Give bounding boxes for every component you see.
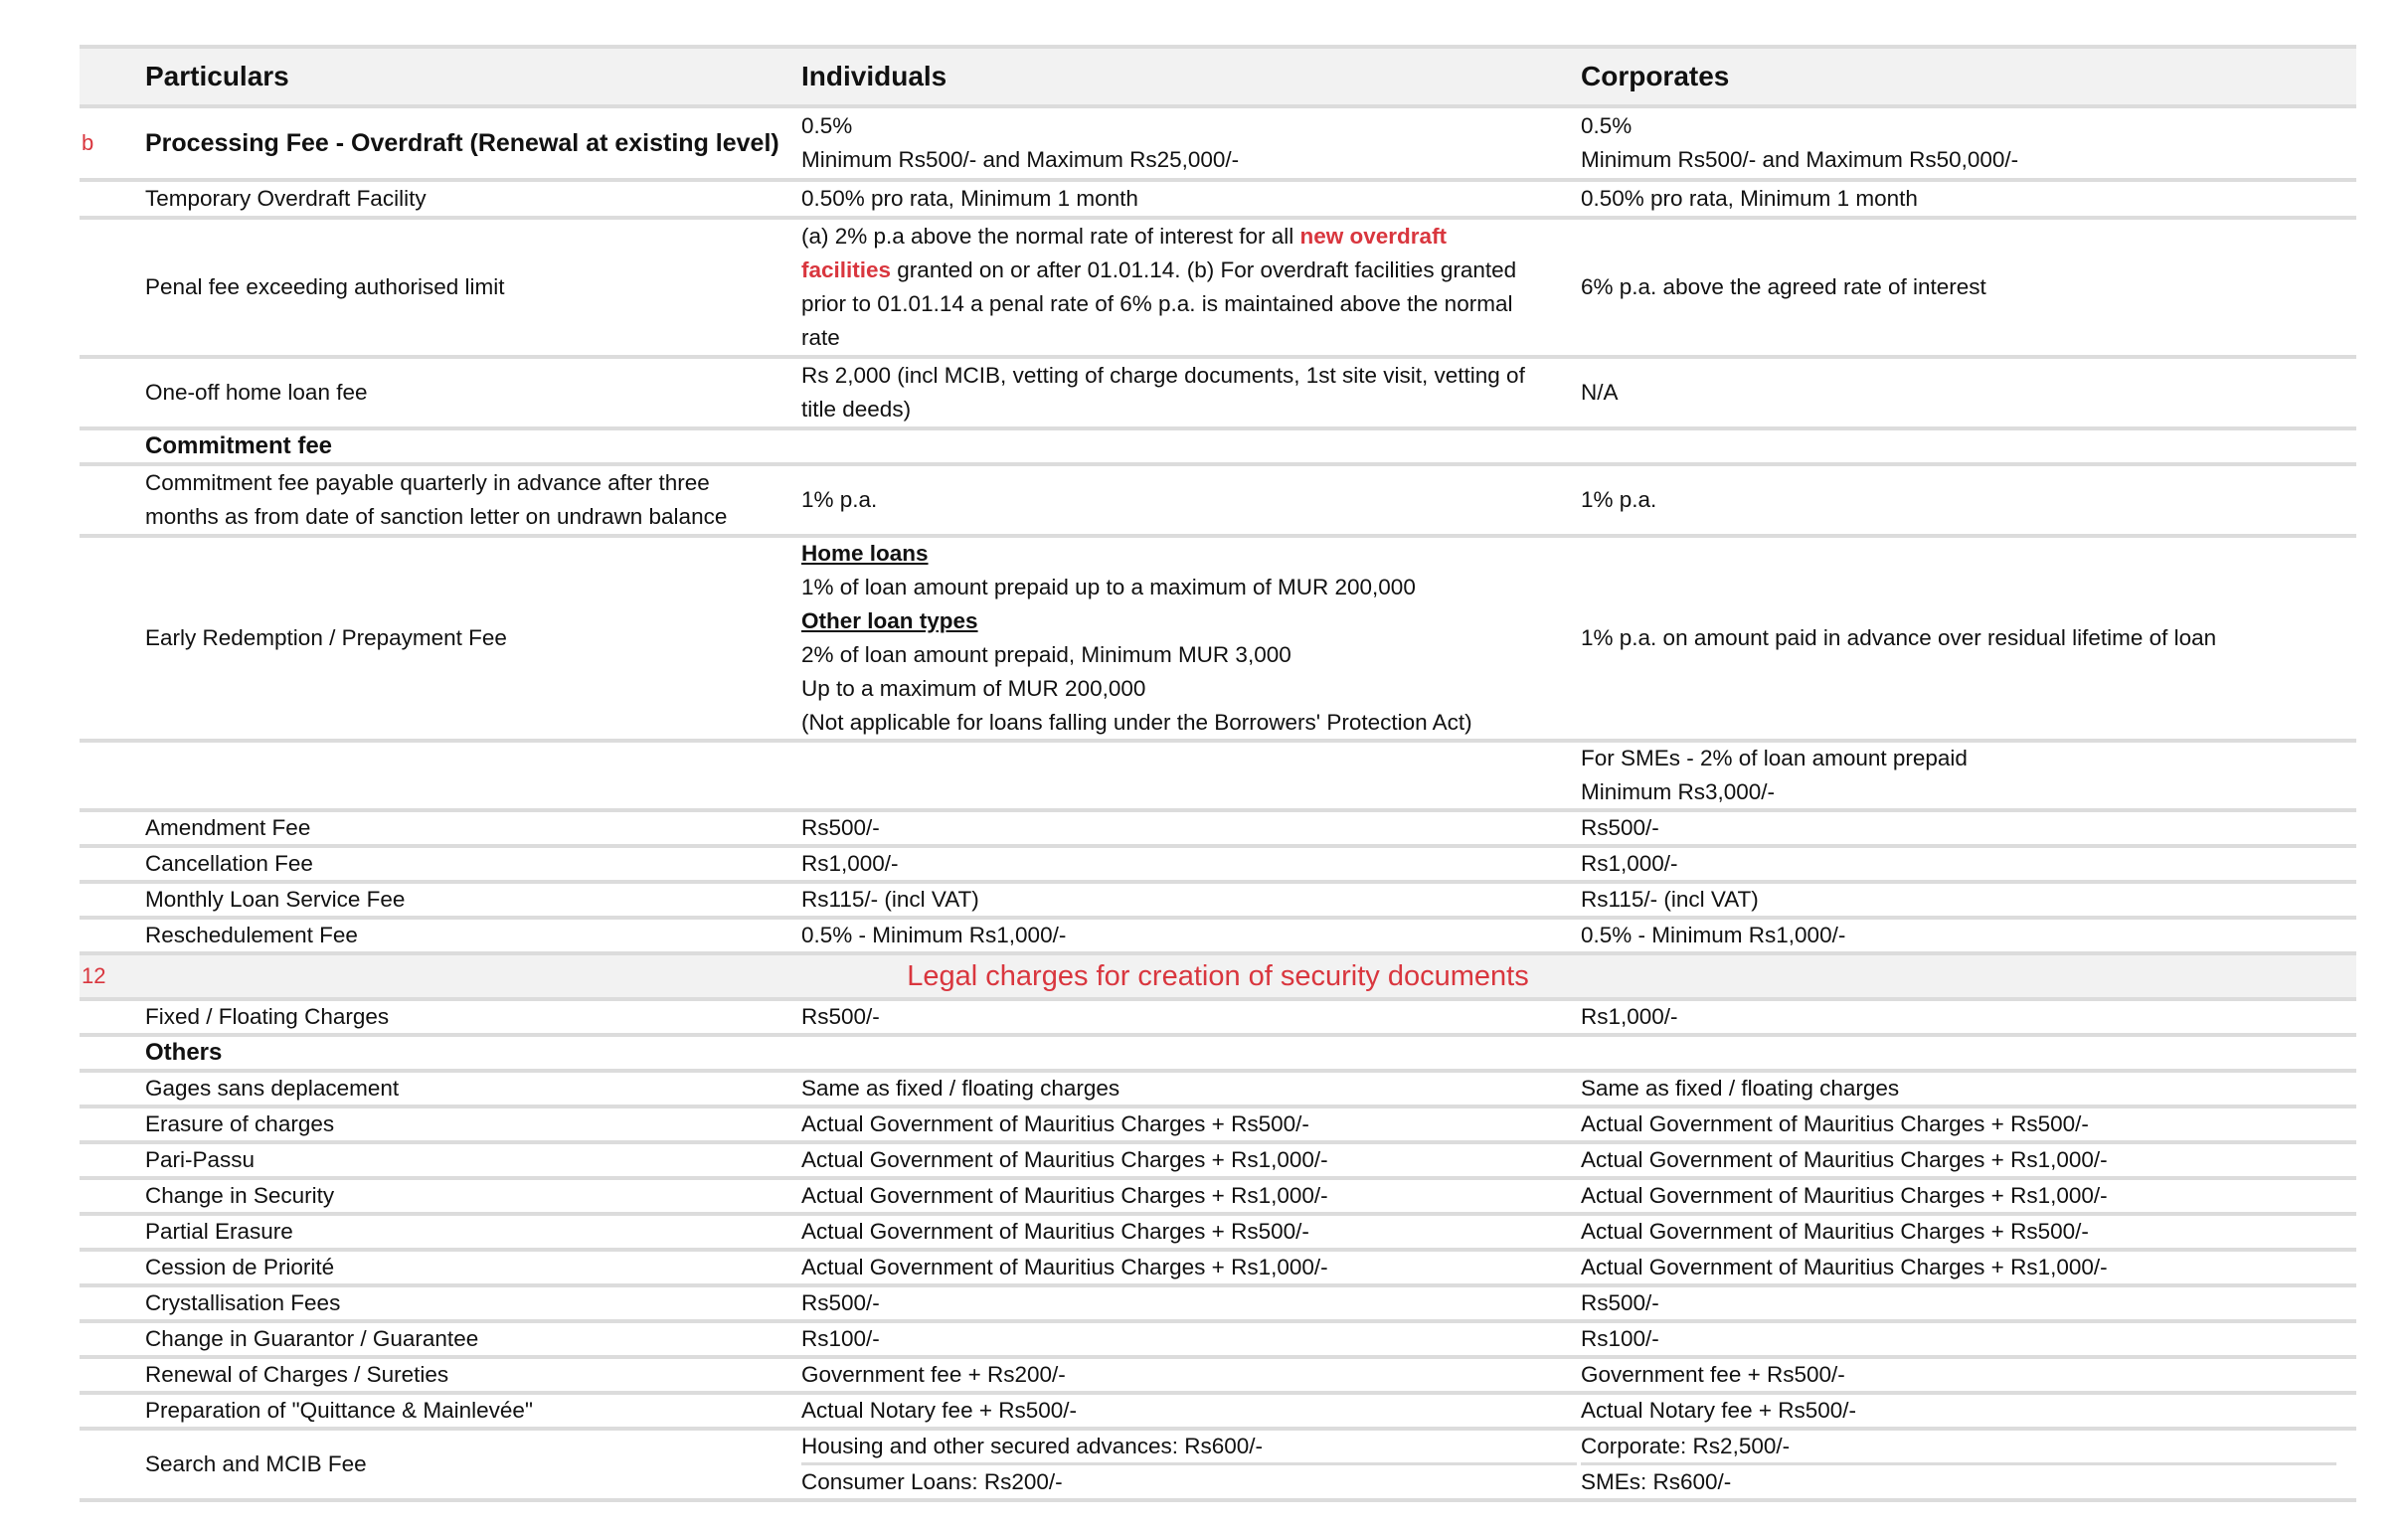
row-label: Gages sans deplacement — [145, 1076, 400, 1101]
individuals-cell: Actual Government of Mauritius Charges + Rs1,000/- — [801, 1147, 1328, 1172]
table-header-row — [80, 45, 2356, 108]
cell-line: Rs 2,000 (incl MCIB, vetting of charge documents, 1st site visit, vetting of — [801, 363, 1525, 388]
fee-table — [80, 45, 2356, 1502]
row-label: Pari-Passu — [145, 1147, 256, 1172]
row-label: Change in Security — [145, 1183, 335, 1208]
row-label: Cession de Priorité — [145, 1255, 335, 1279]
header-corporates: Corporates — [1581, 61, 1730, 91]
row-label: Preparation of "Quittance & Mainlevée" — [145, 1398, 533, 1423]
individuals-cell — [801, 1431, 1577, 1498]
highlight-text: new overdraft — [1299, 224, 1448, 249]
corporates-cell: Rs500/- — [1581, 1290, 1659, 1315]
subheading: Home loans — [801, 541, 929, 566]
table-row — [80, 1323, 2356, 1359]
corporates-cell: Actual Government of Mauritius Charges + Rs1,000/- — [1581, 1147, 2108, 1172]
table-row — [80, 1144, 2356, 1180]
cell-line: months as from date of sanction letter on undrawn balance — [145, 504, 728, 529]
corporates-cell: Rs1,000/- — [1581, 1004, 1678, 1029]
individuals-cell: 1% p.a. — [801, 487, 878, 512]
corporates-cell: Actual Government of Mauritius Charges + Rs500/- — [1581, 1111, 2089, 1136]
cell-text: (a) 2% p.a above the normal rate of interest for all — [801, 224, 1300, 249]
section-number: 12 — [82, 963, 106, 988]
corporates-cell — [1581, 108, 2336, 178]
corporates-cell: 0.50% pro rata, Minimum 1 month — [1581, 186, 1918, 211]
table-row — [80, 812, 2356, 848]
row-label: Search and MCIB Fee — [145, 1451, 367, 1476]
corporates-cell — [1581, 743, 2336, 808]
individuals-cell: Actual Government of Mauritius Charges + Rs500/- — [801, 1111, 1309, 1136]
table-row — [80, 1287, 2356, 1323]
individuals-cell: Rs100/- — [801, 1326, 880, 1351]
corporates-cell: Government fee + Rs500/- — [1581, 1362, 1845, 1387]
cell-line: Up to a maximum of MUR 200,000 — [801, 676, 1146, 701]
row-label: Partial Erasure — [145, 1219, 293, 1244]
table-row-search-mcib — [80, 1431, 2356, 1502]
corporates-cell: 1% p.a. on amount paid in advance over residual lifetime of loan — [1581, 625, 2217, 650]
table-row — [80, 1395, 2356, 1431]
row-label: Cancellation Fee — [145, 851, 313, 876]
row-label: Crystallisation Fees — [145, 1290, 341, 1315]
row-label: Early Redemption / Prepayment Fee — [145, 625, 507, 650]
table-row — [80, 1180, 2356, 1216]
cell-line: prior to 01.01.14 a penal rate of 6% p.a. is maintained above the normal — [801, 291, 1513, 316]
individuals-cell: Rs115/- (incl VAT) — [801, 887, 979, 912]
subheading: Other loan types — [801, 608, 978, 633]
cell-line — [801, 220, 1577, 254]
table-row — [80, 884, 2356, 920]
row-label: Processing Fee - Overdraft (Renewal at existing level) — [145, 129, 779, 157]
cell-line: (Not applicable for loans falling under the Borrowers' Protection Act) — [801, 710, 1472, 735]
cell-line: Corporate: Rs2,500/- — [1581, 1431, 2336, 1465]
section-banner-row — [80, 955, 2356, 1001]
table-row — [80, 1359, 2356, 1395]
section-heading: Commitment fee — [145, 432, 333, 459]
table-row-commitment-fee — [80, 466, 2356, 538]
highlight-text: facilities — [801, 257, 892, 282]
table-row — [80, 1216, 2356, 1252]
corporates-cell — [1581, 1431, 2336, 1498]
individuals-cell: Actual Government of Mauritius Charges + Rs1,000/- — [801, 1255, 1328, 1279]
corporates-cell: Same as fixed / floating charges — [1581, 1076, 1900, 1101]
table-row — [80, 1073, 2356, 1108]
section-heading-row — [80, 430, 2356, 466]
table-row — [80, 920, 2356, 955]
individuals-cell: Same as fixed / floating charges — [801, 1076, 1120, 1101]
individuals-cell: Government fee + Rs200/- — [801, 1362, 1066, 1387]
cell-line: 0.5% — [801, 113, 853, 138]
cell-line: Consumer Loans: Rs200/- — [801, 1469, 1063, 1494]
row-label — [145, 466, 781, 534]
row-label: Temporary Overdraft Facility — [145, 186, 427, 211]
cell-line — [801, 254, 1577, 287]
corporates-cell: N/A — [1581, 380, 1619, 405]
table-row — [80, 1252, 2356, 1287]
cell-line: title deeds) — [801, 397, 912, 422]
individuals-cell — [801, 538, 1577, 739]
individuals-cell: 0.5% - Minimum Rs1,000/- — [801, 923, 1067, 947]
cell-line: Housing and other secured advances: Rs600/- — [801, 1431, 1577, 1465]
individuals-cell: Rs500/- — [801, 1290, 880, 1315]
table-row — [80, 1108, 2356, 1144]
corporates-cell: Rs1,000/- — [1581, 851, 1678, 876]
corporates-cell: Actual Government of Mauritius Charges + Rs1,000/- — [1581, 1183, 2108, 1208]
individuals-cell: Actual Government of Mauritius Charges + Rs1,000/- — [801, 1183, 1328, 1208]
row-label: Amendment Fee — [145, 815, 311, 840]
individuals-cell: Actual Government of Mauritius Charges + Rs500/- — [801, 1219, 1309, 1244]
cell-line: SMEs: Rs600/- — [1581, 1469, 1732, 1494]
table-row — [80, 1001, 2356, 1037]
corporates-cell: Rs100/- — [1581, 1326, 1659, 1351]
row-label: Penal fee exceeding authorised limit — [145, 274, 505, 299]
individuals-cell: Rs1,000/- — [801, 851, 899, 876]
table-row — [80, 848, 2356, 884]
table-row-processing-fee — [80, 108, 2356, 182]
corporates-cell: Actual Government of Mauritius Charges + Rs500/- — [1581, 1219, 2089, 1244]
corporates-cell: Actual Notary fee + Rs500/- — [1581, 1398, 1857, 1423]
row-label: Erasure of charges — [145, 1111, 335, 1136]
corporates-cell: 1% p.a. — [1581, 487, 1657, 512]
section-heading-row — [80, 1037, 2356, 1073]
section-heading: Others — [145, 1039, 223, 1066]
row-label: Reschedulement Fee — [145, 923, 358, 947]
cell-line: 2% of loan amount prepaid, Minimum MUR 3,000 — [801, 642, 1291, 667]
cell-line: Minimum Rs500/- and Maximum Rs50,000/- — [1581, 147, 2019, 172]
section-banner-title: Legal charges for creation of security documents — [907, 959, 1529, 992]
individuals-cell — [801, 108, 1577, 178]
cell-line: For SMEs - 2% of loan amount prepaid — [1581, 746, 1968, 770]
corporates-cell: 6% p.a. above the agreed rate of interest — [1581, 274, 1986, 299]
individuals-cell — [801, 220, 1577, 355]
cell-line: rate — [801, 325, 840, 350]
row-label: Change in Guarantor / Guarantee — [145, 1326, 479, 1351]
header-individuals: Individuals — [801, 61, 947, 91]
individuals-cell: Rs500/- — [801, 815, 880, 840]
cell-line: Minimum Rs500/- and Maximum Rs25,000/- — [801, 147, 1240, 172]
individuals-cell: Actual Notary fee + Rs500/- — [801, 1398, 1078, 1423]
table-row-penal-fee — [80, 220, 2356, 359]
corporates-cell: Rs500/- — [1581, 815, 1659, 840]
table-row-early-redemption — [80, 538, 2356, 743]
row-label: Renewal of Charges / Sureties — [145, 1362, 449, 1387]
row-label: Monthly Loan Service Fee — [145, 887, 406, 912]
corporates-cell: Rs115/- (incl VAT) — [1581, 887, 1759, 912]
cell-text: granted on or after 01.01.14. (b) For overdraft facilities granted — [891, 257, 1517, 282]
corporates-cell: 0.5% - Minimum Rs1,000/- — [1581, 923, 1846, 947]
individuals-cell: Rs500/- — [801, 1004, 880, 1029]
individuals-cell — [801, 359, 1577, 426]
cell-line: Commitment fee payable quarterly in advance after three — [145, 470, 710, 495]
table-row-sme — [80, 743, 2356, 812]
table-row — [80, 182, 2356, 220]
row-label: One-off home loan fee — [145, 380, 368, 405]
corporates-cell: Actual Government of Mauritius Charges + Rs1,000/- — [1581, 1255, 2108, 1279]
cell-line: 1% of loan amount prepaid up to a maximum of MUR 200,000 — [801, 575, 1416, 599]
row-number: b — [82, 130, 94, 155]
individuals-cell: 0.50% pro rata, Minimum 1 month — [801, 186, 1138, 211]
cell-line: 0.5% — [1581, 113, 1633, 138]
cell-line: Minimum Rs3,000/- — [1581, 779, 1776, 804]
row-label: Fixed / Floating Charges — [145, 1004, 390, 1029]
table-row-home-loan-fee — [80, 359, 2356, 430]
header-particulars: Particulars — [145, 61, 289, 91]
